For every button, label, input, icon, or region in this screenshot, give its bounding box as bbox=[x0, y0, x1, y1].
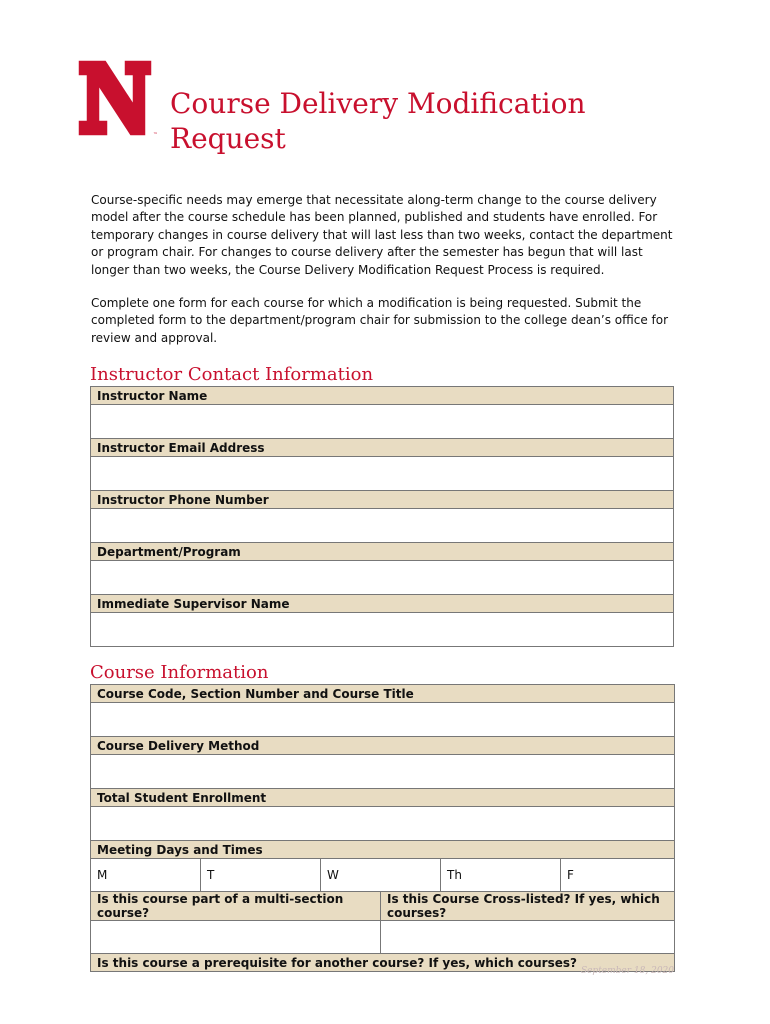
course-section-title: Course Information bbox=[90, 662, 269, 683]
instructor-info-table bbox=[90, 386, 674, 647]
title-line-1: Course Delivery Modification bbox=[170, 87, 586, 120]
instructor-name-field[interactable] bbox=[91, 405, 674, 439]
multi-section-label: Is this course part of a multi-section course? bbox=[91, 892, 381, 921]
instructions-paragraph: Complete one form for each course for which a modification is being requested. Submit the completed form to the department/program chair for submission to the college dean’s office for review and approval. bbox=[91, 296, 669, 345]
prerequisite-label: Is this course a prerequisite for another course? If yes, which courses? bbox=[91, 954, 675, 972]
department-label: Department/Program bbox=[91, 543, 674, 561]
enrollment-field[interactable] bbox=[91, 807, 675, 841]
department-field[interactable] bbox=[91, 561, 674, 595]
day-friday-field[interactable]: F bbox=[561, 859, 675, 892]
multi-section-field[interactable] bbox=[91, 921, 381, 954]
instructor-email-label: Instructor Email Address bbox=[91, 439, 674, 457]
delivery-method-field[interactable] bbox=[91, 755, 675, 789]
instructor-name-label: Instructor Name bbox=[91, 387, 674, 405]
delivery-method-label: Course Delivery Method bbox=[91, 737, 675, 755]
intro-paragraph: Course-specific needs may emerge that necessitate along-term change to the course delivery model after the course schedule has been planned, published and students have enrolled. For temporary changes in course delivery that will last less than two weeks, contact the department or program chair. For changes to course delivery after the semester has begun that will last longer than two weeks, the Course Delivery Modification Request Process is required. bbox=[91, 193, 673, 277]
trademark-mark: ™ bbox=[153, 132, 158, 138]
instructor-phone-field[interactable] bbox=[91, 509, 674, 543]
instructor-email-field[interactable] bbox=[91, 457, 674, 491]
course-code-field[interactable] bbox=[91, 703, 675, 737]
course-code-label: Course Code, Section Number and Course Title bbox=[91, 685, 675, 703]
day-monday-field[interactable]: M bbox=[91, 859, 201, 892]
day-tuesday-field[interactable]: T bbox=[201, 859, 321, 892]
footer-date: September 18, 2020 bbox=[580, 966, 674, 976]
university-n-logo bbox=[76, 58, 158, 138]
cross-listed-field[interactable] bbox=[381, 921, 675, 954]
supervisor-name-field[interactable] bbox=[91, 613, 674, 647]
instructor-phone-label: Instructor Phone Number bbox=[91, 491, 674, 509]
cross-listed-label: Is this Course Cross-listed? If yes, which courses? bbox=[381, 892, 675, 921]
page-title bbox=[170, 86, 586, 156]
day-thursday-field[interactable]: Th bbox=[441, 859, 561, 892]
instructor-section-title: Instructor Contact Information bbox=[90, 364, 374, 385]
supervisor-name-label: Immediate Supervisor Name bbox=[91, 595, 674, 613]
n-logo-icon bbox=[76, 58, 158, 138]
meeting-days-label: Meeting Days and Times bbox=[91, 841, 675, 859]
title-line-2: Request bbox=[170, 122, 286, 155]
enrollment-label: Total Student Enrollment bbox=[91, 789, 675, 807]
day-wednesday-field[interactable]: W bbox=[321, 859, 441, 892]
course-info-table bbox=[90, 684, 675, 972]
